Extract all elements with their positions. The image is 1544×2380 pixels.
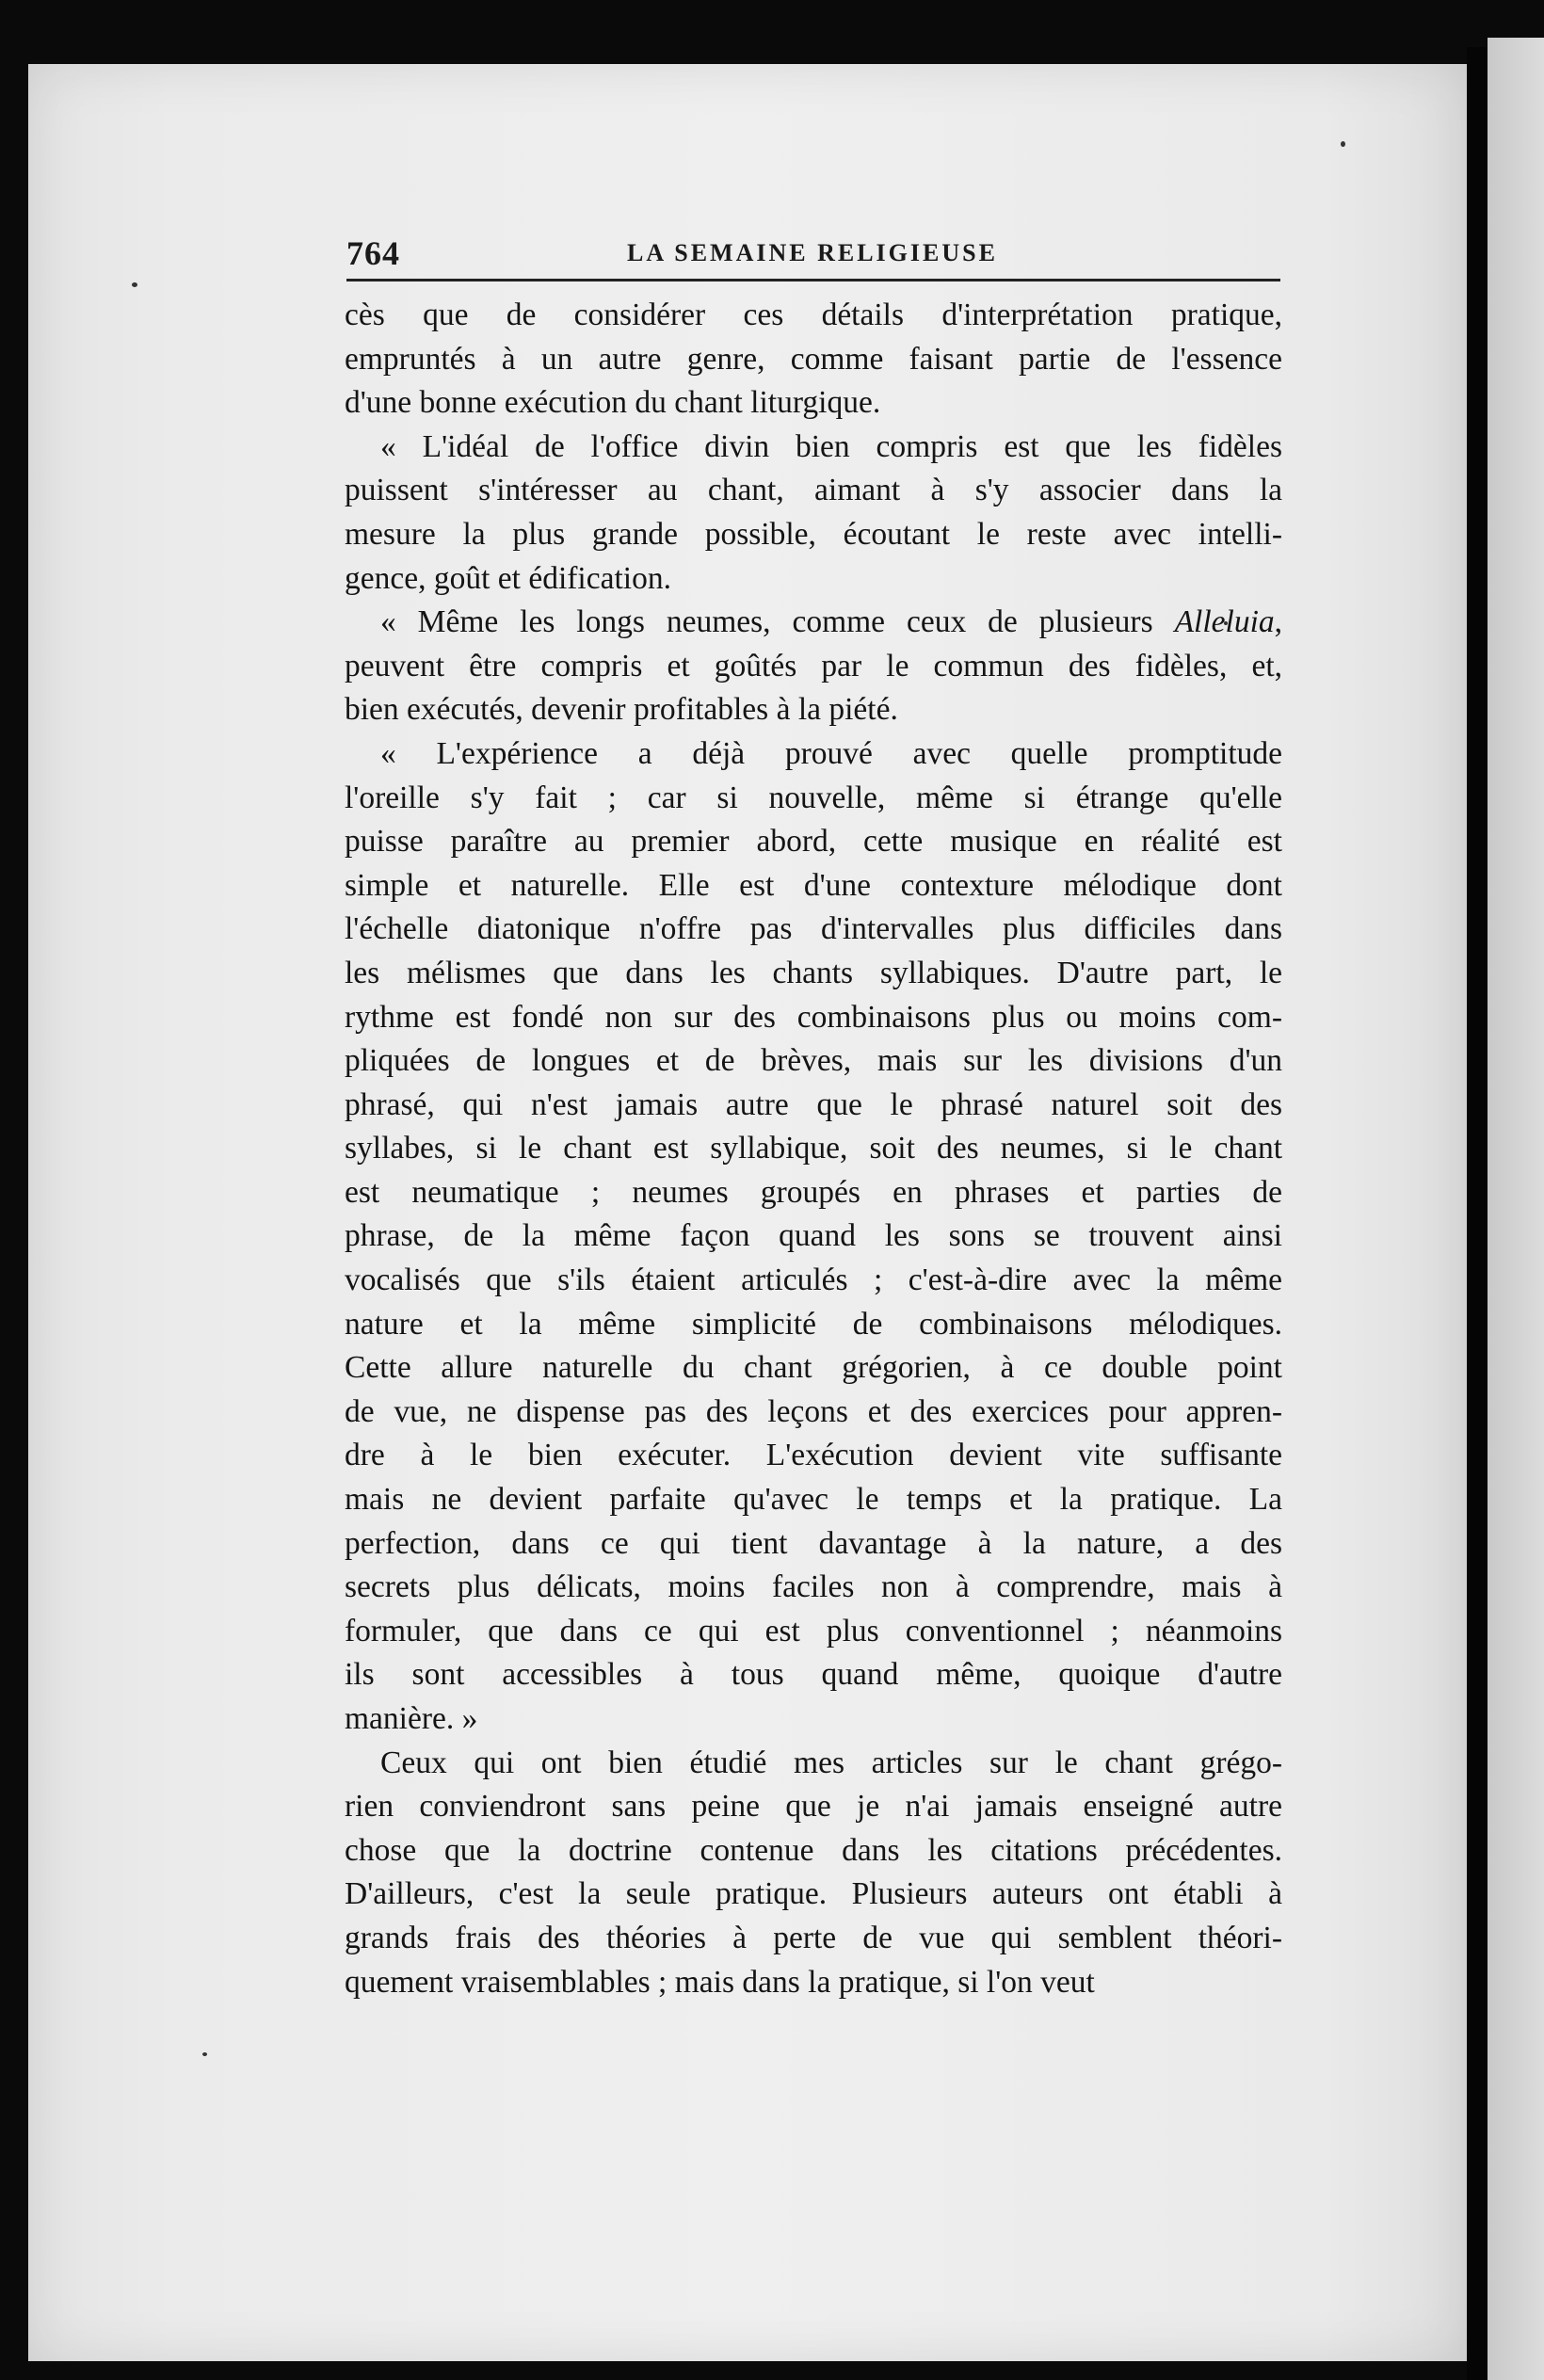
text-line: les mélismes que dans les chants syllabiques. D'autre part, le (345, 955, 1282, 990)
text-line: de vue, ne dispense pas des leçons et des exercices pour appren- (345, 1393, 1282, 1429)
text-line: dre à le bien exécuter. L'exécution devient vite suffisante (345, 1438, 1282, 1473)
text-line: ils sont accessibles à tous quand même, quoique d'autre (345, 1657, 1282, 1693)
text-line: Cette allure naturelle du chant grégorien, à ce double point (345, 1350, 1282, 1386)
header-rule (346, 279, 1280, 281)
text-line: grands frais des théories à perte de vue qui semblent théori- (345, 1920, 1282, 1955)
text-line: d'une bonne exécution du chant liturgique. (345, 385, 881, 421)
page-header (346, 233, 1279, 281)
dust-speck (202, 2052, 207, 2056)
page-number: 764 (346, 234, 400, 272)
text-line: secrets plus délicats, moins faciles non à comprendre, mais à (345, 1569, 1282, 1605)
text-line: pliquées de longues et de brèves, mais sur les divisions d'un (345, 1043, 1282, 1079)
text-line: chose que la doctrine contenue dans les citations précédentes. (345, 1832, 1282, 1868)
text-line: peuvent être compris et goûtés par le commun des fidèles, et, (345, 648, 1282, 683)
book-gutter (1467, 47, 1488, 2380)
text-line: rien conviendront sans peine que je n'ai jamais enseigné autre (345, 1789, 1282, 1825)
text-line: Ceux qui ont bien étudié mes articles sur le chant grégo- (380, 1745, 1282, 1780)
text-line: est neumatique ; neumes groupés en phrases et parties de (345, 1174, 1282, 1210)
dust-speck (1341, 141, 1345, 147)
text-line: gence, goût et édification. (345, 560, 671, 596)
text-line: quement vraisemblables ; mais dans la pratique, si l'on veut (345, 1964, 1095, 2000)
text-line: cès que de considérer ces détails d'interprétation pratique, (345, 298, 1282, 332)
italic-term: Alleluia (1174, 604, 1275, 640)
text-line: formuler, que dans ce qui est plus conventionnel ; néanmoins (345, 1613, 1282, 1648)
text-line: rythme est fondé non sur des combinaisons plus ou moins com- (345, 999, 1282, 1035)
text-line: « L'expérience a déjà prouvé avec quelle promptitude (380, 735, 1282, 771)
text-line: simple et naturelle. Elle est d'une contexture mélodique dont (345, 867, 1282, 903)
body-text (345, 294, 1282, 2004)
text-line: l'oreille s'y fait ; car si nouvelle, même si étrange qu'elle (345, 780, 1282, 815)
text-line: vocalisés que s'ils étaient articulés ; c'est-à-dire avec la même (345, 1262, 1282, 1298)
paragraph (345, 1742, 1282, 2005)
text-line: « Même les longs neumes, comme ceux de plusieurs Alleluia, (380, 604, 1282, 640)
text-line: puisse paraître au premier abord, cette musique en réalité est (345, 824, 1282, 860)
paragraph (345, 294, 1282, 426)
text-line: l'échelle diatonique n'offre pas d'intervalles plus difficiles dans (345, 911, 1282, 947)
text-line: phrasé, qui n'est jamais autre que le phrasé naturel soit des (345, 1086, 1282, 1122)
paragraph (345, 601, 1282, 732)
text-line: puissent s'intéresser au chant, aimant à s'y associer dans la (345, 473, 1282, 508)
text-line: bien exécutés, devenir profitables à la piété. (345, 692, 898, 728)
text-line: mesure la plus grande possible, écoutant le reste avec intelli- (345, 516, 1282, 552)
text-line: mais ne devient parfaite qu'avec le temps et la pratique. La (345, 1482, 1282, 1518)
paragraph (345, 426, 1282, 601)
text-line: « L'idéal de l'office divin bien compris est que les fidèles (380, 428, 1282, 464)
text-line: phrase, de la même façon quand les sons se trouvent ainsi (345, 1218, 1282, 1254)
facing-page-edge (1488, 38, 1544, 2380)
paragraph (345, 732, 1282, 1742)
text-line: empruntés à un autre genre, comme faisant partie de l'essence (345, 341, 1282, 377)
dust-speck (132, 282, 137, 287)
text-line: syllabes, si le chant est syllabique, soit des neumes, si le chant (345, 1131, 1282, 1166)
text-line: manière. » (345, 1701, 478, 1736)
running-head: LA SEMAINE RELIGIEUSE (627, 239, 998, 266)
text-line: D'ailleurs, c'est la seule pratique. Plusieurs auteurs ont établi à (345, 1876, 1282, 1912)
text-line: nature et la même simplicité de combinaisons mélodiques. (345, 1306, 1282, 1342)
text-line: perfection, dans ce qui tient davantage à la nature, a des (345, 1525, 1282, 1561)
